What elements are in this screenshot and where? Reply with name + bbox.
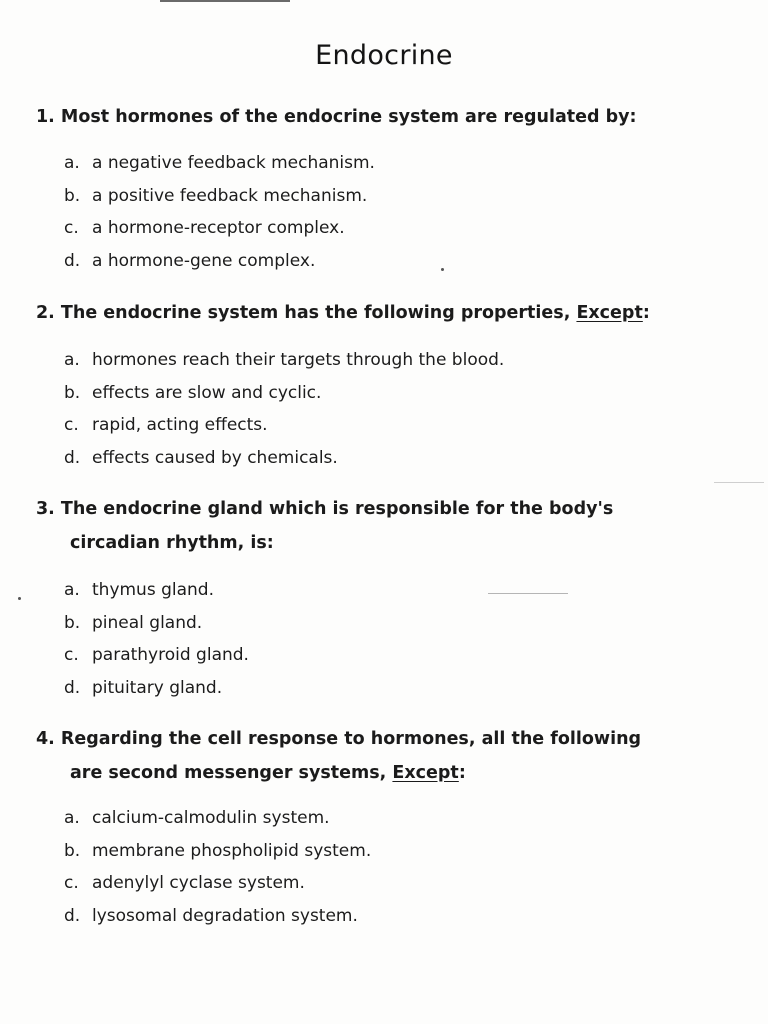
option-text: hormones reach their targets through the blood. xyxy=(92,350,505,370)
option-text: pineal gland. xyxy=(92,612,203,633)
question-number: 4. xyxy=(36,729,55,749)
page-title: Endocrine xyxy=(315,40,453,71)
option-letter: b. xyxy=(64,382,81,403)
option-letter: b. xyxy=(64,185,81,206)
option-letter: a. xyxy=(64,350,80,370)
option-text: lysosomal degradation system. xyxy=(92,905,358,926)
question-stem-end: : xyxy=(458,763,466,783)
option-text: thymus gland. xyxy=(92,580,214,600)
option-text: rapid, acting effects. xyxy=(92,415,268,435)
except-emphasis: Except xyxy=(576,303,643,323)
option-c xyxy=(64,409,504,442)
option-d xyxy=(64,900,371,933)
question-1-options xyxy=(64,147,375,277)
option-a xyxy=(64,802,371,835)
option-letter: c. xyxy=(64,218,79,238)
option-b xyxy=(64,607,249,640)
question-stem-line-2: are second messenger systems, xyxy=(70,763,393,783)
option-c xyxy=(64,867,371,900)
option-letter: c. xyxy=(64,873,79,893)
question-number: 3. xyxy=(36,499,55,519)
option-letter: b. xyxy=(64,612,81,633)
option-d xyxy=(64,245,375,278)
question-3 xyxy=(36,492,686,560)
question-stem-line-2: circadian rhythm, is: xyxy=(70,533,274,553)
option-a xyxy=(64,147,375,180)
option-text: effects are slow and cyclic. xyxy=(92,382,322,403)
question-number: 1. xyxy=(36,107,55,127)
option-letter: a. xyxy=(64,808,80,828)
option-d xyxy=(64,442,504,475)
option-letter: d. xyxy=(64,250,81,271)
option-text: a hormone-receptor complex. xyxy=(92,218,345,238)
question-4-options xyxy=(64,802,371,932)
option-letter: b. xyxy=(64,840,81,861)
option-text: a hormone-gene complex. xyxy=(92,250,316,271)
question-2-options xyxy=(64,344,504,474)
option-b xyxy=(64,377,504,410)
scan-artifact-top xyxy=(160,0,290,2)
question-stem-line-1: Regarding the cell response to hormones, all the following xyxy=(60,729,642,749)
option-letter: d. xyxy=(64,677,81,698)
option-c xyxy=(64,639,249,672)
option-text: effects caused by chemicals. xyxy=(92,447,338,468)
scan-artifact-line xyxy=(488,593,568,594)
option-a xyxy=(64,344,504,377)
question-number: 2. xyxy=(36,303,55,323)
question-stem-line-1: The endocrine gland which is responsible for the body's xyxy=(60,499,614,519)
option-a xyxy=(64,574,249,607)
option-letter: c. xyxy=(64,415,79,435)
scan-artifact-right xyxy=(714,482,764,483)
question-4 xyxy=(36,722,686,790)
option-text: a negative feedback mechanism. xyxy=(92,153,375,173)
option-text: membrane phospholipid system. xyxy=(92,840,372,861)
question-stem: The endocrine system has the following properties, xyxy=(60,303,577,323)
question-1 xyxy=(36,100,686,134)
question-2 xyxy=(36,296,686,330)
option-b xyxy=(64,180,375,213)
option-text: pituitary gland. xyxy=(92,677,223,698)
option-b xyxy=(64,835,371,868)
option-letter: d. xyxy=(64,447,81,468)
option-letter: a. xyxy=(64,580,80,600)
question-stem-end: : xyxy=(642,303,650,323)
question-3-options xyxy=(64,574,249,704)
question-stem-line-2-wrapper xyxy=(36,756,686,790)
option-letter: a. xyxy=(64,153,80,173)
except-emphasis: Except xyxy=(392,763,459,783)
option-letter: c. xyxy=(64,645,79,665)
scan-artifact-dot xyxy=(18,597,21,600)
option-c xyxy=(64,212,375,245)
option-text: a positive feedback mechanism. xyxy=(92,185,368,206)
question-stem: Most hormones of the endocrine system are regulated by: xyxy=(60,107,637,127)
option-text: adenylyl cyclase system. xyxy=(92,873,305,893)
option-letter: d. xyxy=(64,905,81,926)
option-text: calcium-calmodulin system. xyxy=(92,808,330,828)
option-text: parathyroid gland. xyxy=(92,645,249,665)
scan-artifact-dot xyxy=(441,268,444,271)
option-d xyxy=(64,672,249,705)
